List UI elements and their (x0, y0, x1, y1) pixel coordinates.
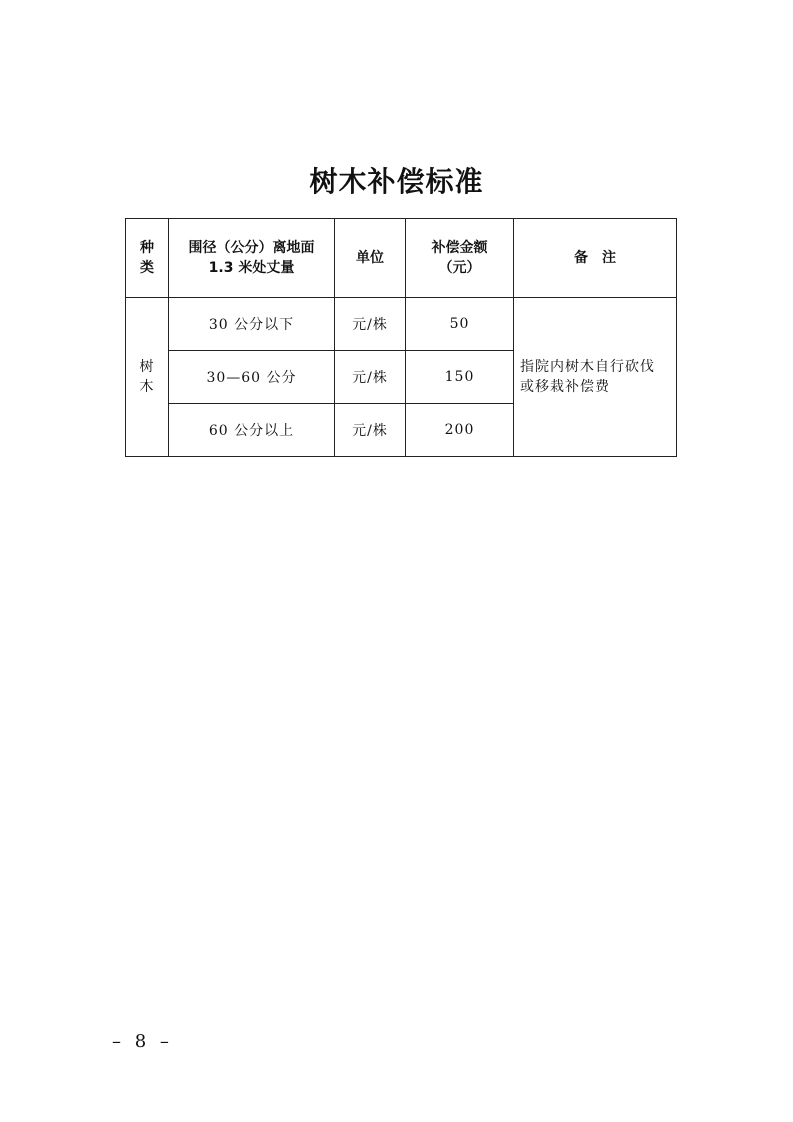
unit-cell: 元/株 (335, 351, 406, 404)
unit-cell: 元/株 (335, 298, 406, 351)
remark-text: 指院内树木自行砍伐或移栽补偿费 (520, 359, 655, 395)
header-type-line1: 种 (140, 240, 154, 256)
header-girth (169, 219, 335, 298)
header-amount-line2: （元） (438, 260, 481, 276)
header-girth-line1: 围径（公分）离地面 (188, 240, 315, 256)
header-unit: 单位 (335, 219, 406, 298)
unit-cell: 元/株 (335, 404, 406, 457)
girth-cell: 60 公分以上 (169, 404, 335, 457)
table-header-row (126, 219, 677, 298)
table-row (126, 298, 677, 351)
page-number: – 8 – (112, 1031, 173, 1052)
girth-cell: 30 公分以下 (169, 298, 335, 351)
header-type-line2: 类 (140, 260, 154, 276)
page-title: 树木补偿标准 (309, 165, 484, 198)
header-amount-line1: 补偿金额 (431, 240, 488, 256)
header-type (126, 219, 169, 298)
amount-cell: 50 (406, 298, 514, 351)
header-remark: 备 注 (514, 219, 677, 298)
compensation-table (125, 218, 677, 457)
header-girth-line2: 1.3 米处丈量 (208, 260, 295, 276)
girth-cell: 30—60 公分 (169, 351, 335, 404)
type-label: 树木 (139, 359, 155, 395)
remark-cell (514, 298, 677, 457)
amount-cell: 200 (406, 404, 514, 457)
amount-cell: 150 (406, 351, 514, 404)
type-cell (126, 298, 169, 457)
header-amount (406, 219, 514, 298)
